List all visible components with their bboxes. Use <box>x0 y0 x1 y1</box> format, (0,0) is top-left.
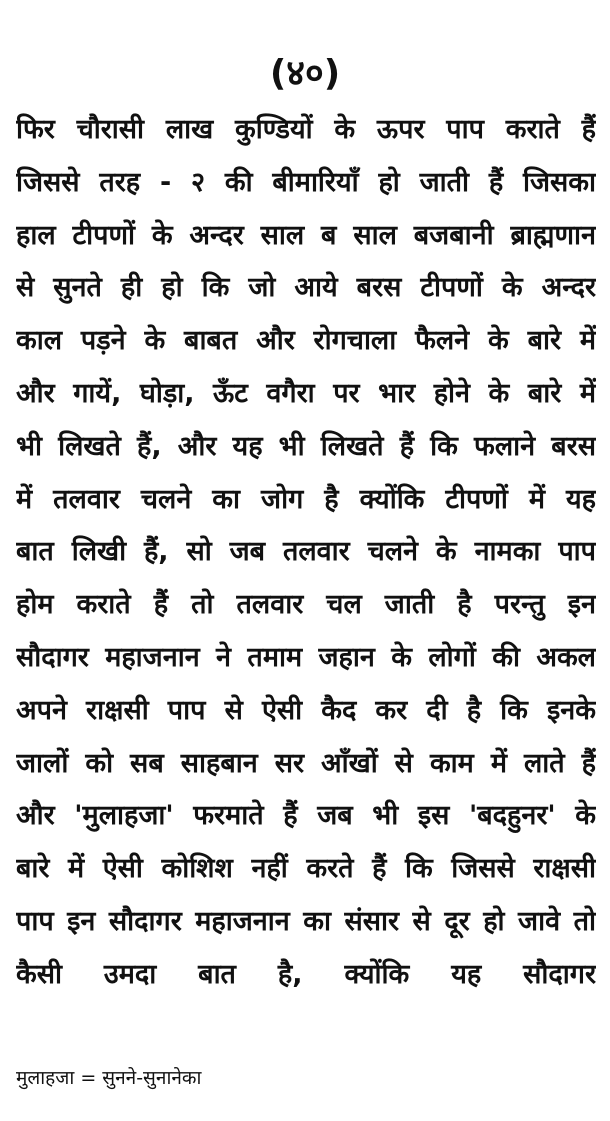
text-line: और 'मुलाहजा' फरमाते हैं जब भी इस 'बदहुनर' के <box>16 800 596 832</box>
text-line: में तलवार चलने का जोग है क्योंकि टीपणों में यह <box>16 483 596 515</box>
text-line: और गायें, घोड़ा, ऊँट वगैरा पर भार होने के बारे में <box>16 377 596 409</box>
text-line: जिससे तरह - २ की बीमारियाँ हो जाती हैं जिसका <box>16 166 596 198</box>
text-line: भी लिखते हैं, और यह भी लिखते हैं कि फलाने बरस <box>16 430 596 462</box>
text-line: पाप इन सौदागर महाजनान का संसार से दूर हो जावे तो <box>16 905 596 937</box>
text-line: सौदागर महाजनान ने तमाम जहान के लोगों की अकल <box>16 641 596 673</box>
text-line: काल पड़ने के बाबत और रोगचाला फैलने के बारे में <box>16 325 596 357</box>
page-number: (४०) <box>269 53 341 94</box>
text-line: अपने राक्षसी पाप से ऐसी कैद कर दी है कि इनके <box>16 694 596 726</box>
text-line: फिर चौरासी लाख कुण्डियों के ऊपर पाप कराते हैं <box>16 114 596 145</box>
text-line: जालों को सब साहबान सर आँखों से काम में लाते हैं <box>16 747 596 779</box>
text-line: से सुनते ही हो कि जो आये बरस टीपणों के अन्दर <box>16 272 596 304</box>
text-line: होम कराते हैं तो तलवार चल जाती है परन्तु इन <box>16 589 596 621</box>
body-text <box>16 104 596 1002</box>
text-line: हाल टीपणों के अन्दर साल ब साल बजबानी ब्राह्मणान <box>16 219 596 251</box>
text-line: कैसी उमदा बात है, क्योंकि यह सौदागर <box>16 958 596 990</box>
text-line: बारे में ऐसी कोशिश नहीं करते हैं कि जिससे राक्षसी <box>16 853 596 885</box>
footnote: मुलाहजा = सुनने-सुनानेका <box>16 1067 202 1089</box>
text-line: बात लिखी हैं, सो जब तलवार चलने के नामका पाप <box>16 536 596 568</box>
